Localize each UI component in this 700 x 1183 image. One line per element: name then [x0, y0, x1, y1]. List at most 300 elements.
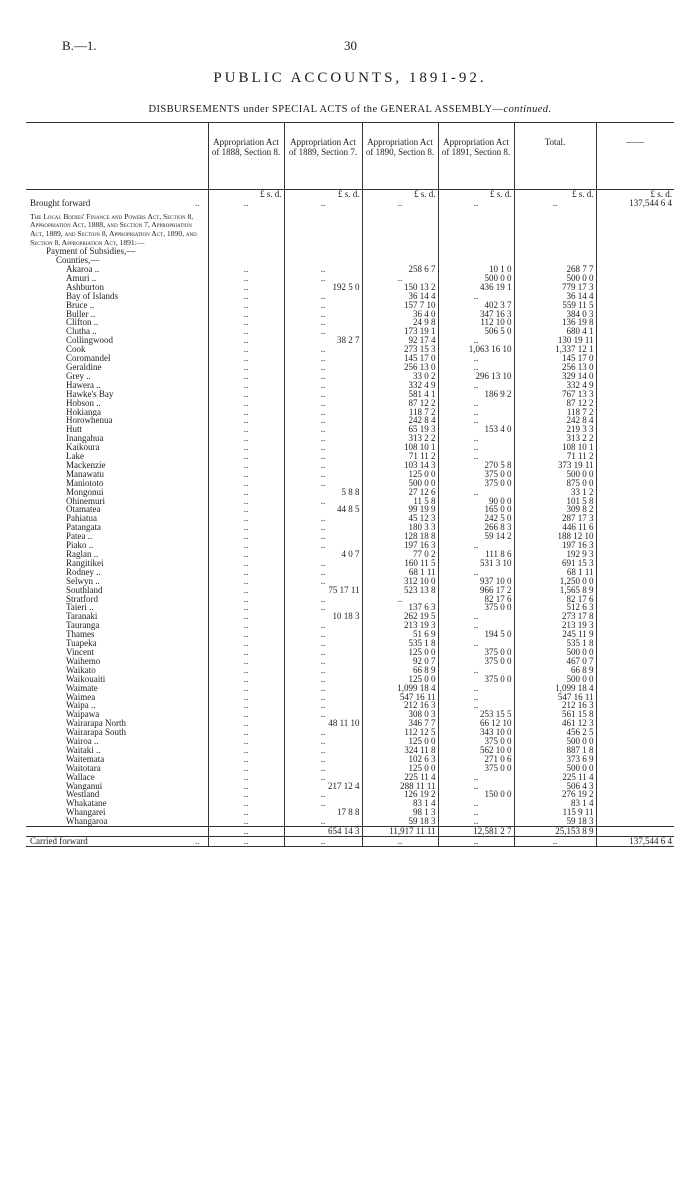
amount-cell: 562 10 0	[438, 746, 514, 755]
amount-cell: 313 2 2	[514, 434, 596, 443]
amount-cell: ..	[284, 648, 362, 657]
act-heading-row	[26, 208, 674, 247]
page-number: 30	[344, 38, 357, 53]
amount-cell: ..	[284, 559, 362, 568]
empty-cell	[596, 292, 674, 301]
county-name: Taranaki	[66, 612, 98, 622]
table-row	[26, 737, 674, 746]
table-row	[26, 318, 674, 327]
amount-cell: 125 0 0	[362, 675, 438, 684]
placeholder-dots: ..	[438, 837, 514, 847]
amount-cell: ..	[284, 764, 362, 773]
amount-cell: ..	[284, 799, 362, 808]
amount-cell: ..	[284, 532, 362, 541]
amount-cell: 384 0 3	[514, 310, 596, 319]
empty-cell	[596, 514, 674, 523]
amount-cell: ..	[208, 701, 284, 710]
placeholder-dots: ..	[284, 199, 362, 208]
subtitle-continued: continued.	[503, 104, 552, 115]
table-row	[26, 434, 674, 443]
counties-heading-row	[26, 256, 674, 265]
amount-cell: ..	[284, 318, 362, 327]
amount-cell: ..	[208, 755, 284, 764]
amount-cell: 33 0 2	[362, 372, 438, 381]
amount-cell: 145 17 0	[362, 354, 438, 363]
amount-cell: 373 19 11	[514, 461, 596, 470]
amount-cell: ..	[208, 470, 284, 479]
county-name: Wanganui	[66, 781, 103, 791]
table-row	[26, 577, 674, 586]
amount-cell: 779 17 3	[514, 283, 596, 292]
amount-cell: 59 18 3	[514, 817, 596, 826]
table-row	[26, 479, 674, 488]
amount-cell: 219 3 3	[514, 425, 596, 434]
amount-cell: 180 3 3	[362, 523, 438, 532]
county-name: Coromandel	[66, 354, 111, 363]
amount-cell: 887 1 8	[514, 746, 596, 755]
amount-cell: 373 6 9	[514, 755, 596, 764]
amount-cell: ..	[438, 666, 514, 675]
amount-cell: ..	[284, 310, 362, 319]
county-name: Whangarei	[66, 808, 106, 818]
table-row	[26, 719, 674, 728]
amount-cell: ..	[208, 265, 284, 274]
table-row	[26, 595, 674, 604]
amount-cell: ..	[438, 808, 514, 817]
column-header: Appropriation Act of 1891, Section 8.	[438, 123, 514, 190]
brought-forward-amount: 137,544 6 4	[596, 199, 674, 208]
amount-cell: 197 16 3	[514, 541, 596, 550]
empty-cell	[596, 782, 674, 791]
amount-cell: 217 12 4	[284, 782, 362, 791]
county-name: Taieri ..	[66, 603, 94, 613]
units-row	[26, 190, 674, 199]
amount-cell: ..	[208, 568, 284, 577]
empty-cell	[596, 666, 674, 675]
empty-cell	[596, 283, 674, 292]
amount-cell: ..	[208, 523, 284, 532]
table-row	[26, 461, 674, 470]
table-row	[26, 701, 674, 710]
carried-forward-row	[26, 837, 674, 847]
amount-cell: 24 9 8	[362, 318, 438, 327]
amount-cell: 273 15 3	[362, 345, 438, 354]
amount-cell: ..	[284, 728, 362, 737]
placeholder-dots: ..	[284, 837, 362, 847]
amount-cell: 128 18 8	[362, 532, 438, 541]
amount-cell: ..	[438, 399, 514, 408]
amount-cell: ..	[284, 345, 362, 354]
county-name: Stratford	[66, 594, 98, 604]
amount-cell: ..	[438, 416, 514, 425]
amount-cell: 213 19 3	[362, 621, 438, 630]
county-name: Grey ..	[66, 371, 91, 381]
amount-cell: ..	[284, 523, 362, 532]
amount-cell: ..	[284, 666, 362, 675]
empty-cell	[596, 274, 674, 283]
table-row	[26, 416, 674, 425]
amount-cell: ..	[284, 710, 362, 719]
amount-cell: 258 6 7	[362, 265, 438, 274]
amount-cell: ..	[284, 354, 362, 363]
amount-cell: ..	[284, 817, 362, 826]
amount-cell: 375 0 0	[438, 675, 514, 684]
amount-cell: ..	[208, 318, 284, 327]
amount-cell: ..	[284, 630, 362, 639]
amount-cell: 33 1 2	[514, 488, 596, 497]
amount-cell: ..	[208, 345, 284, 354]
amount-cell: ..	[208, 746, 284, 755]
total-cell: 25,153 8 9	[514, 827, 596, 837]
county-name: Rangitikei	[66, 558, 104, 568]
page-subtitle	[0, 104, 700, 115]
brought-forward-row	[26, 199, 674, 208]
county-name: Waikato	[66, 665, 96, 675]
county-name: Thames	[66, 630, 95, 640]
amount-cell: 98 1 3	[362, 808, 438, 817]
county-name: Whangaroa	[66, 817, 108, 827]
amount-cell: ..	[284, 621, 362, 630]
county-name: Mongonui	[66, 487, 104, 497]
amount-cell: 83 1 4	[362, 799, 438, 808]
amount-cell: 126 19 2	[362, 790, 438, 799]
amount-cell: ..	[208, 390, 284, 399]
act-heading: The Local Bodies' Finance and Powers Act, Section 8, Appropriation Act, 1888, and Section 7, Appropriation Act, 1889, and Section 8, Appropriation Act, 1890, and Section 8, Appropriation Act, 1891:—	[30, 211, 197, 247]
amount-cell: ..	[284, 701, 362, 710]
amount-cell: 108 10 1	[362, 443, 438, 452]
amount-cell: ..	[208, 790, 284, 799]
amount-cell: ..	[438, 541, 514, 550]
amount-cell: 71 11 2	[362, 452, 438, 461]
table-row	[26, 550, 674, 559]
empty-cell	[596, 265, 674, 274]
amount-cell: 288 11 11	[362, 782, 438, 791]
amount-cell: 102 6 3	[362, 755, 438, 764]
amount-cell: ..	[208, 666, 284, 675]
empty-cell	[596, 693, 674, 702]
amount-cell: 245 11 9	[514, 630, 596, 639]
total-cell: 11,917 11 11	[362, 827, 438, 837]
amount-cell: ..	[208, 710, 284, 719]
amount-cell: ..	[208, 399, 284, 408]
amount-cell: 68 1 11	[362, 568, 438, 577]
amount-cell: 1,565 8 9	[514, 586, 596, 595]
empty-cell	[596, 381, 674, 390]
table-row	[26, 639, 674, 648]
amount-cell: 296 13 10	[438, 372, 514, 381]
amount-cell: 27 12 6	[362, 488, 438, 497]
county-name: Ohinemuri	[66, 496, 105, 506]
county-name: Waipawa	[66, 710, 100, 720]
amount-cell: ..	[438, 782, 514, 791]
empty-cell	[596, 577, 674, 586]
table-row	[26, 790, 674, 799]
amount-cell: ..	[284, 399, 362, 408]
table-row	[26, 684, 674, 693]
amount-cell: 375 0 0	[438, 764, 514, 773]
amount-cell: 402 3 7	[438, 301, 514, 310]
amount-cell: 547 16 11	[514, 693, 596, 702]
amount-cell: 309 8 2	[514, 505, 596, 514]
table-row	[26, 782, 674, 791]
county-name: Ashburton	[66, 282, 104, 292]
amount-cell: 5 8 8	[284, 488, 362, 497]
county-name: Patea ..	[66, 532, 93, 542]
empty-cell	[596, 773, 674, 782]
table-row	[26, 327, 674, 336]
amount-cell: ..	[284, 274, 362, 283]
amount-cell: 66 12 10	[438, 719, 514, 728]
empty-cell	[596, 799, 674, 808]
county-name: Selwyn ..	[66, 576, 100, 586]
table-row	[26, 612, 674, 621]
table-row	[26, 728, 674, 737]
units-cell: £ s. d.	[514, 190, 596, 199]
amount-cell: ..	[438, 817, 514, 826]
table-row	[26, 488, 674, 497]
amount-cell: ..	[284, 639, 362, 648]
amount-cell: ..	[208, 505, 284, 514]
amount-cell: 75 17 11	[284, 586, 362, 595]
amount-cell: ..	[284, 790, 362, 799]
amount-cell: ..	[438, 354, 514, 363]
amount-cell: ..	[208, 693, 284, 702]
column-header: Total.	[514, 123, 596, 190]
amount-cell: 45 12 3	[362, 514, 438, 523]
amount-cell: 145 17 0	[514, 354, 596, 363]
amount-cell: ..	[284, 381, 362, 390]
amount-cell: ..	[438, 568, 514, 577]
amount-cell: 324 11 8	[362, 746, 438, 755]
table-row	[26, 603, 674, 612]
amount-cell: ..	[208, 479, 284, 488]
empty-cell	[596, 603, 674, 612]
column-header: Appropriation Act of 1888, Section 8.	[208, 123, 284, 190]
amount-cell: ..	[208, 648, 284, 657]
amount-cell: 506 5 0	[438, 327, 514, 336]
amount-cell: ..	[284, 568, 362, 577]
county-name: Collingwood	[66, 336, 114, 346]
county-name: Waipa ..	[66, 701, 96, 711]
amount-cell: ..	[438, 381, 514, 390]
table-row	[26, 541, 674, 550]
amount-cell: 112 12 5	[362, 728, 438, 737]
amount-cell: 242 5 0	[438, 514, 514, 523]
table-row	[26, 514, 674, 523]
amount-cell: 160 11 5	[362, 559, 438, 568]
amount-cell: 68 1 11	[514, 568, 596, 577]
county-name: Piako ..	[66, 541, 94, 550]
amount-cell: 500 0 0	[514, 648, 596, 657]
county-name: Lake	[66, 452, 84, 461]
placeholder-dots: ..	[208, 837, 284, 847]
amount-cell: 99 19 9	[362, 505, 438, 514]
amount-cell: 186 9 2	[438, 390, 514, 399]
total-cell: 654 14 3	[284, 827, 362, 837]
county-name: Otamatea	[66, 505, 101, 515]
empty-cell	[596, 372, 674, 381]
amount-cell: ..	[284, 541, 362, 550]
amount-cell: ..	[284, 470, 362, 479]
amount-cell: ..	[208, 586, 284, 595]
amount-cell: ..	[438, 773, 514, 782]
amount-cell: ..	[208, 292, 284, 301]
amount-cell: 77 0 2	[362, 550, 438, 559]
placeholder-dots: ..	[438, 199, 514, 208]
amount-cell: 103 14 3	[362, 461, 438, 470]
amount-cell: ..	[284, 595, 362, 604]
amount-cell: 112 10 0	[438, 318, 514, 327]
amount-cell: 500 0 0	[362, 479, 438, 488]
amount-cell: 680 4 1	[514, 327, 596, 336]
amount-cell: 500 0 0	[514, 470, 596, 479]
empty-cell	[596, 479, 674, 488]
amount-cell: 313 2 2	[362, 434, 438, 443]
empty-cell	[596, 675, 674, 684]
units-cell: £ s. d.	[284, 190, 362, 199]
amount-cell: 10 18 3	[284, 612, 362, 621]
empty-cell	[596, 354, 674, 363]
amount-cell: ..	[284, 746, 362, 755]
empty-cell	[596, 550, 674, 559]
empty-cell	[596, 318, 674, 327]
amount-cell: ..	[208, 773, 284, 782]
amount-cell: 192 5 0	[284, 283, 362, 292]
table-row	[26, 666, 674, 675]
county-name: Waihemo	[66, 656, 101, 666]
table-row	[26, 399, 674, 408]
amount-cell: 966 17 2	[438, 586, 514, 595]
amount-cell: 10 1 0	[438, 265, 514, 274]
amount-cell: ..	[438, 684, 514, 693]
amount-cell: 213 19 3	[514, 621, 596, 630]
amount-cell: ..	[208, 452, 284, 461]
table-row	[26, 452, 674, 461]
table-row	[26, 408, 674, 417]
amount-cell: 512 6 3	[514, 603, 596, 612]
amount-cell: 446 11 6	[514, 523, 596, 532]
amount-cell: 467 0 7	[514, 657, 596, 666]
amount-cell: ..	[208, 416, 284, 425]
amount-cell: 531 3 10	[438, 559, 514, 568]
amount-cell: ..	[438, 336, 514, 345]
amount-cell: 197 16 3	[362, 541, 438, 550]
amount-cell: 875 0 0	[514, 479, 596, 488]
county-name: Clifton ..	[66, 318, 99, 328]
empty-cell	[596, 701, 674, 710]
amount-cell: 71 11 2	[514, 452, 596, 461]
amount-cell: ..	[438, 693, 514, 702]
amount-cell: 115 9 11	[514, 808, 596, 817]
amount-cell: 559 11 5	[514, 301, 596, 310]
empty-cell	[596, 630, 674, 639]
amount-cell: 242 8 4	[514, 416, 596, 425]
table-row	[26, 310, 674, 319]
empty-cell	[596, 461, 674, 470]
amount-cell: 118 7 2	[362, 408, 438, 417]
amount-cell: ..	[284, 408, 362, 417]
table-row	[26, 470, 674, 479]
amount-cell: 173 19 1	[362, 327, 438, 336]
table-row	[26, 630, 674, 639]
county-name: Waikouaiti	[66, 674, 106, 684]
table-row	[26, 425, 674, 434]
carried-forward-label: Carried forward ..	[26, 837, 208, 847]
county-name: Hawera ..	[66, 380, 101, 390]
amount-cell: 332 4 9	[514, 381, 596, 390]
table-row	[26, 345, 674, 354]
amount-cell: ..	[208, 408, 284, 417]
amount-cell: 125 0 0	[362, 648, 438, 657]
empty-cell	[596, 505, 674, 514]
empty-cell	[596, 310, 674, 319]
amount-cell: ..	[284, 452, 362, 461]
amount-cell: ..	[208, 514, 284, 523]
county-name: Akaroa ..	[66, 265, 100, 274]
amount-cell: ..	[208, 603, 284, 612]
amount-cell: ..	[284, 675, 362, 684]
placeholder-dots: ..	[514, 199, 596, 208]
county-name: Hobson ..	[66, 398, 101, 408]
empty-cell	[596, 443, 674, 452]
amount-cell: ..	[438, 292, 514, 301]
amount-cell: ..	[284, 372, 362, 381]
amount-cell: ..	[208, 497, 284, 506]
column-header-row	[26, 123, 674, 190]
empty-cell	[596, 595, 674, 604]
county-name: Tauranga	[66, 621, 100, 631]
amount-cell: ..	[208, 541, 284, 550]
amount-cell: ..	[284, 773, 362, 782]
amount-cell: ..	[208, 372, 284, 381]
amount-cell: 157 7 10	[362, 301, 438, 310]
amount-cell: 500 0 0	[438, 274, 514, 283]
amount-cell: 561 15 8	[514, 710, 596, 719]
empty-cell	[596, 497, 674, 506]
amount-cell: ..	[438, 799, 514, 808]
amount-cell: ..	[208, 595, 284, 604]
amount-cell: 287 17 3	[514, 514, 596, 523]
amount-cell: ..	[284, 514, 362, 523]
table-row	[26, 648, 674, 657]
amount-cell: 256 13 0	[514, 363, 596, 372]
amount-cell: 253 15 5	[438, 710, 514, 719]
totals-row	[26, 827, 674, 837]
county-name: Cook	[66, 345, 86, 355]
amount-cell: ..	[284, 292, 362, 301]
amount-cell: 1,063 16 10	[438, 345, 514, 354]
amount-cell: 44 8 5	[284, 505, 362, 514]
table-row	[26, 799, 674, 808]
empty-cell	[596, 399, 674, 408]
amount-cell: ..	[208, 434, 284, 443]
amount-cell: ..	[284, 603, 362, 612]
county-name: Hutt	[66, 425, 83, 435]
amount-cell: ..	[208, 684, 284, 693]
county-name: Waimate	[66, 683, 98, 693]
empty-cell	[596, 345, 674, 354]
amount-cell: 343 10 0	[438, 728, 514, 737]
amount-cell: ..	[284, 497, 362, 506]
table-row	[26, 381, 674, 390]
amount-cell: 436 19 1	[438, 283, 514, 292]
county-name: Clutha ..	[66, 327, 97, 337]
amount-cell: ..	[208, 559, 284, 568]
empty-cell	[596, 737, 674, 746]
amount-cell: ..	[284, 737, 362, 746]
page-ref: B.—1.	[62, 38, 97, 53]
amount-cell: ..	[208, 327, 284, 336]
